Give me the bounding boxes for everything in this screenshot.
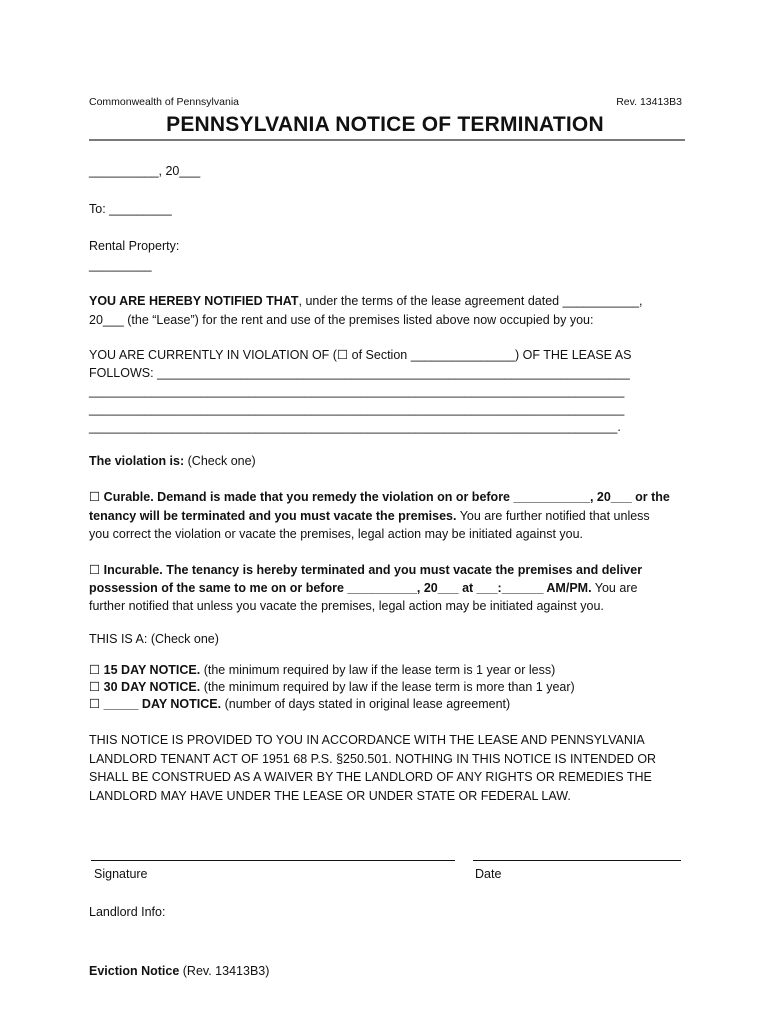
- notified-bold: YOU ARE HEREBY NOTIFIED THAT: [89, 294, 299, 308]
- violation-of-line-2: FOLLOWS: ____________________________________________________________________: [89, 366, 630, 380]
- footer-rest: (Rev. 13413B3): [179, 964, 270, 978]
- notice-option-custom: [89, 695, 510, 713]
- signature-label: Signature: [94, 867, 148, 881]
- date-label: Date: [475, 867, 502, 881]
- notice-option-15-rest: (the minimum required by law if the lease term is 1 year or less): [200, 663, 556, 677]
- notified-line-1: [89, 292, 643, 310]
- incurable-line-2: [89, 579, 637, 597]
- curable-bold-2: tenancy will be terminated and you must vacate the premises.: [89, 509, 457, 523]
- notice-option-custom-rest: (number of days stated in original lease agreement): [221, 697, 511, 711]
- date-line: __________, 20___: [89, 164, 201, 178]
- incurable-bold-2: possession of the same to me on or before __________, 20___ at ___:______ AM/PM.: [89, 581, 592, 595]
- curable-bold-1: ☐ Curable. Demand is made that you remedy the violation on or before ___________, 20___ or the: [89, 490, 670, 504]
- date-signature-line: [473, 860, 681, 861]
- violation-of-line-5: ____________________________________________________________________________.: [89, 420, 621, 434]
- provided-line-1: THIS NOTICE IS PROVIDED TO YOU IN ACCORDANCE WITH THE LEASE AND PENNSYLVANIA: [89, 733, 645, 747]
- to-line: To: _________: [89, 202, 172, 216]
- violation-of-line-3: _____________________________________________________________________________: [89, 384, 625, 398]
- header-revision: Rev. 13413B3: [616, 96, 682, 108]
- violation-is-line: [89, 452, 256, 470]
- notice-option-15: [89, 661, 555, 679]
- notice-option-custom-bold: ☐ _____ DAY NOTICE.: [89, 697, 222, 711]
- landlord-info-label: Landlord Info:: [89, 905, 166, 919]
- violation-is-rest: (Check one): [184, 454, 256, 468]
- curable-line-3: you correct the violation or vacate the premises, legal action may be initiated against you.: [89, 527, 584, 541]
- footer: [89, 962, 269, 980]
- incurable-rest-2: You are: [591, 581, 638, 595]
- title-underline: [89, 139, 685, 141]
- notice-option-15-bold: ☐ 15 DAY NOTICE.: [89, 663, 201, 677]
- header-commonwealth: Commonwealth of Pennsylvania: [89, 96, 239, 108]
- provided-line-2: LANDLORD TENANT ACT OF 1951 68 P.S. §250.501. NOTHING IN THIS NOTICE IS INTENDED OR: [89, 752, 657, 766]
- violation-of-line-1: YOU ARE CURRENTLY IN VIOLATION OF (☐ of Section _______________) OF THE LEASE AS: [89, 348, 632, 362]
- rental-property-label: Rental Property:: [89, 239, 180, 253]
- notice-option-30-rest: (the minimum required by law if the lease term is more than 1 year): [200, 680, 575, 694]
- notified-line-2: 20___ (the “Lease”) for the rent and use of the premises listed above now occupied by you:: [89, 313, 594, 327]
- curable-line-2: [89, 507, 650, 525]
- footer-bold: Eviction Notice: [89, 964, 180, 978]
- curable-line-1: [89, 488, 670, 506]
- provided-line-4: LANDLORD MAY HAVE UNDER THE LEASE OR UNDER STATE OR FEDERAL LAW.: [89, 789, 571, 803]
- curable-rest-2: You are further notified that unless: [456, 509, 650, 523]
- incurable-line-1: [89, 561, 642, 579]
- notice-option-30-bold: ☐ 30 DAY NOTICE.: [89, 680, 201, 694]
- notice-option-30: [89, 678, 575, 696]
- violation-is-bold: The violation is:: [89, 454, 185, 468]
- incurable-bold-1: ☐ Incurable. The tenancy is hereby terminated and you must vacate the premises and deliver: [89, 563, 643, 577]
- this-is-line: THIS IS A: (Check one): [89, 632, 219, 646]
- incurable-line-3: further notified that unless you vacate the premises, legal action may be initiated against you.: [89, 599, 604, 613]
- notified-rest: , under the terms of the lease agreement dated ___________,: [298, 294, 643, 308]
- signature-line: [91, 860, 455, 861]
- violation-of-line-4: _____________________________________________________________________________: [89, 402, 625, 416]
- page-title: PENNSYLVANIA NOTICE OF TERMINATION: [166, 113, 604, 136]
- rental-property-value: _________: [89, 258, 152, 272]
- provided-line-3: SHALL BE CONSTRUED AS A WAIVER BY THE LANDLORD OF ANY RIGHTS OR REMEDIES THE: [89, 770, 652, 784]
